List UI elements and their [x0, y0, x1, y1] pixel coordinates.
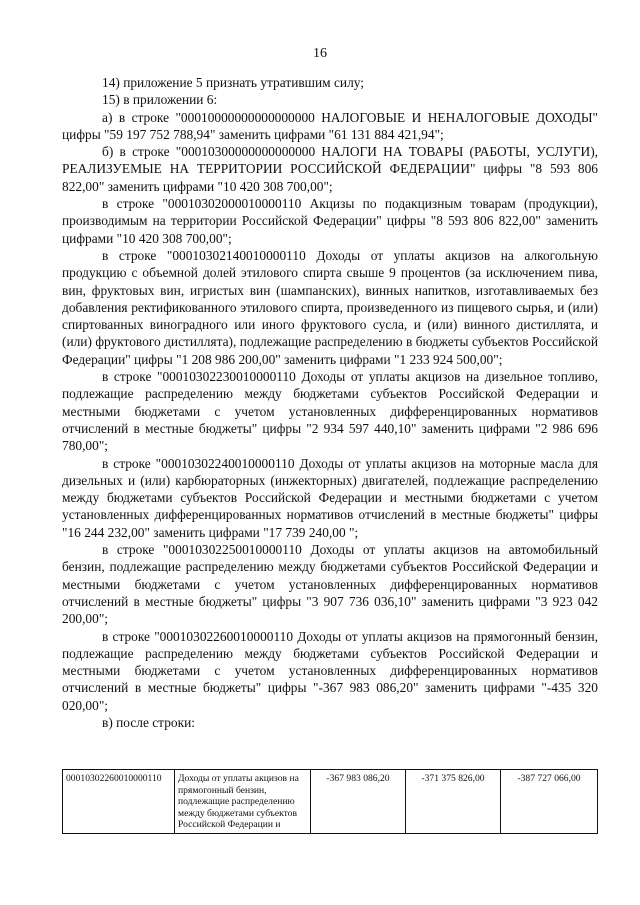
- table-cell-value-3: -387 727 066,00: [501, 770, 598, 834]
- paragraph-motor-oil: в строке "00010302240010000110 Доходы от уплаты акцизов на моторные масла для дизельных и (или) карбюраторных (инжекторных) двигателей, подлежащие распределению между бюджетами субъектов Российской Федерации и местными бюджетами с учетом установленных дифференцированных нормативов отчислений в местные бюджеты" цифры "16 244 232,00" заменить цифрами "17 739 240,00 ";: [62, 455, 598, 540]
- paragraph-item-14: 14) приложение 5 признать утратившим силу;: [102, 75, 365, 90]
- table-cell-value-1: -367 983 086,20: [311, 770, 406, 834]
- page-number: 16: [313, 46, 327, 61]
- table-cell-code: 00010302260010000110: [63, 770, 175, 834]
- paragraph-a: а) в строке "00010000000000000000 НАЛОГОВЫЕ И НЕНАЛОГОВЫЕ ДОХОДЫ" цифры "59 197 752 788,94" заменить цифрами "61 131 884 421,94";: [62, 109, 598, 142]
- paragraph-item-15: 15) в приложении 6:: [102, 92, 218, 108]
- table-cell-value-2: -371 375 826,00: [406, 770, 501, 834]
- paragraph-diesel: в строке "00010302230010000110 Доходы от уплаты акцизов на дизельное топливо, подлежащие распределению между бюджетами субъектов Российской Федерации и местными бюджетами с учетом установленных дифференцированных нормативов отчислений в местные бюджеты" цифры "2 934 597 440,10" заменить цифрами "2 986 696 780,00";: [62, 369, 598, 454]
- table-row: [63, 770, 598, 834]
- paragraph-v: в) после строки:: [102, 714, 195, 730]
- budget-table: [62, 769, 598, 834]
- paragraph-excise: в строке "00010302000010000110 Акцизы по подакцизным товарам (продукции), производимым на территории Российской Федерации" цифры "8 593 806 822,00" заменить цифрами "10 420 308 700,00";: [62, 196, 598, 246]
- paragraph-straight-run-gasoline: в строке "00010302260010000110 Доходы от уплаты акцизов на прямогонный бензин, подлежащие распределению между бюджетами субъектов Российской Федерации и местными бюджетами с учетом установленных дифференцированных нормативов отчислений в местные бюджеты" цифры "-367 983 086,20" заменить цифрами "-435 320 020,00";: [62, 628, 598, 713]
- paragraph-gasoline: в строке "00010302250010000110 Доходы от уплаты акцизов на автомобильный бензин, подлежащие распределению между бюджетами субъектов Российской Федерации и местными бюджетами с учетом установленных дифференцированных нормативов отчислений в местные бюджеты" цифры "3 907 736 036,10" заменить цифрами "3 923 042 200,00";: [62, 542, 598, 627]
- paragraph-b: б) в строке "00010300000000000000 НАЛОГИ НА ТОВАРЫ (РАБОТЫ, УСЛУГИ), РЕАЛИЗУЕМЫЕ НА ТЕРРИТОРИИ РОССИЙСКОЙ ФЕДЕРАЦИИ" цифры "8 593 806 822,00" заменить цифрами "10 420 308 700,00";: [62, 144, 598, 194]
- table-cell-description: Доходы от уплаты акцизов на прямогонный бензин, подлежащие распределению между бюджетами субъектов Российской Федерации и: [175, 770, 311, 834]
- document-body: [62, 74, 598, 731]
- paragraph-alcohol: в строке "00010302140010000110 Доходы от уплаты акцизов на алкогольную продукцию с объемной долей этилового спирта свыше 9 процентов (за исключением пива, вин, фруктовых вин, игристых вин (шампанских), винных напитков, изготавливаемых без добавления ректификованного этилового спирта, произведенного из пищевого сырья, и (или) спиртованных виноградного или иного фруктового сусла, и (или) винного дистиллята, и (или) фруктового дистиллята), подлежащие распределению в бюджеты субъектов Российской Федерации" цифры "1 208 986 200,00" заменить цифрами "1 233 924 500,00";: [62, 247, 598, 367]
